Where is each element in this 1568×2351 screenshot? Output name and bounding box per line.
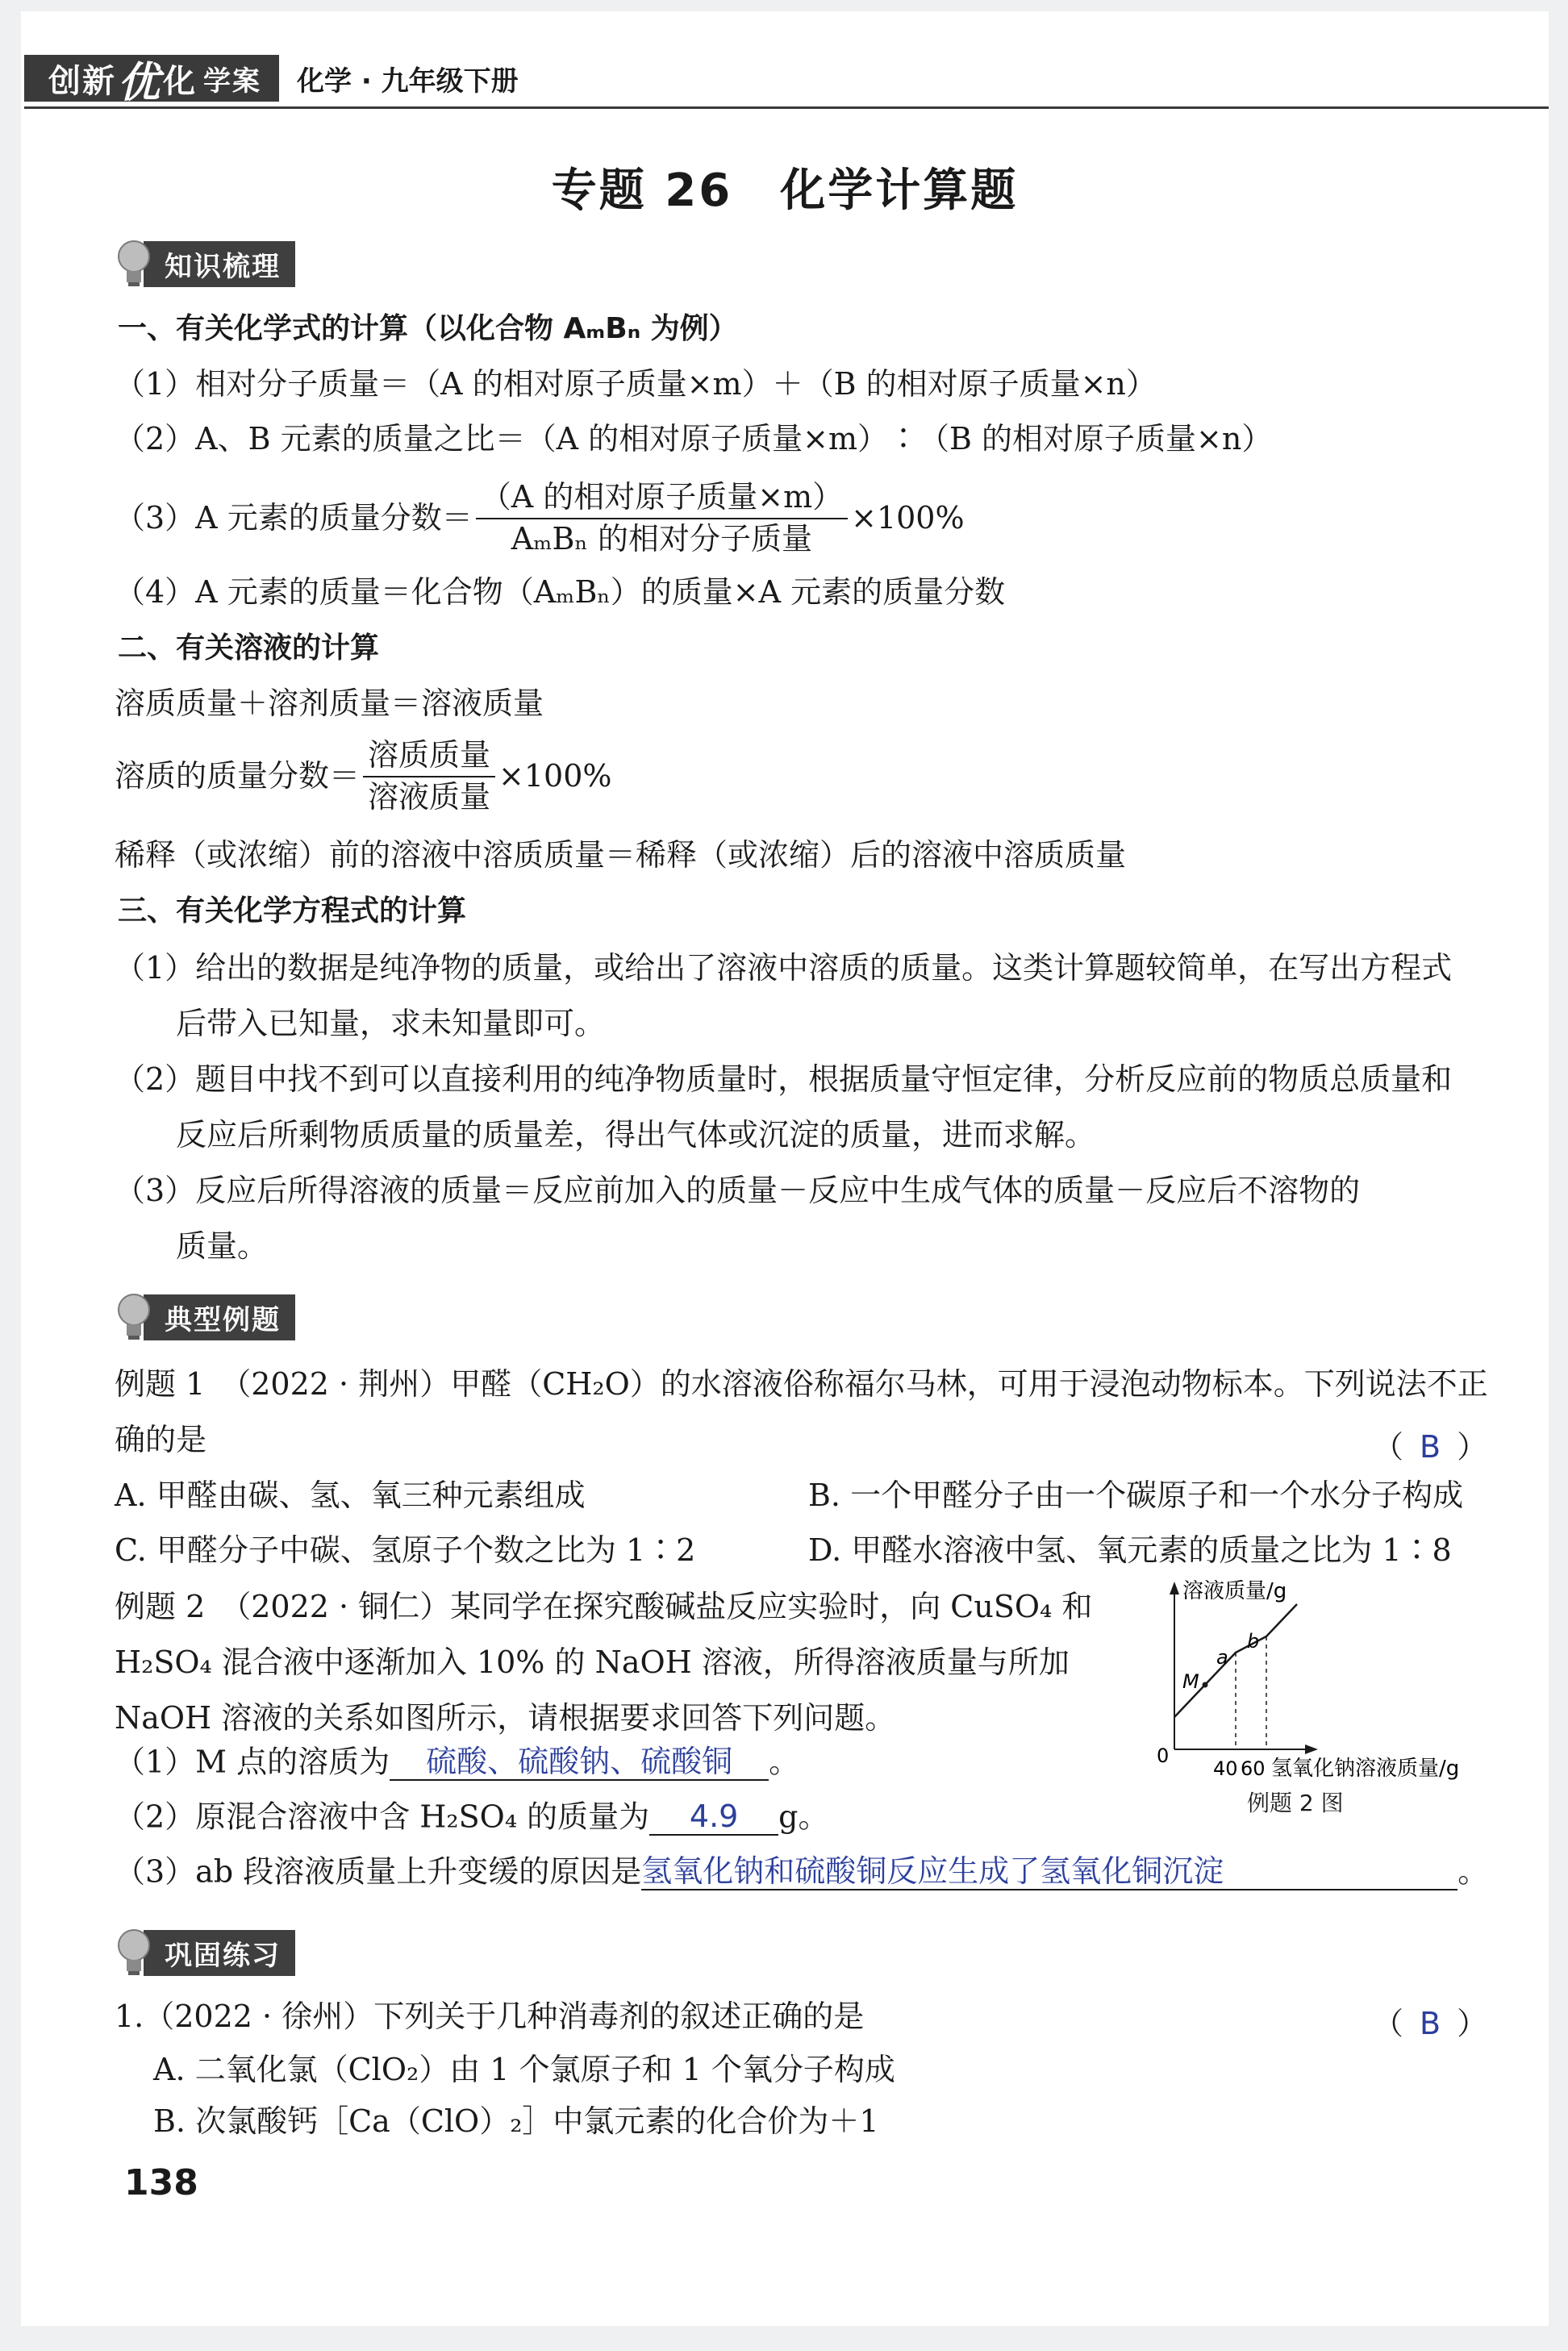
- fraction: $\frac{\text{溶质质量}}{\text{溶液质量}}$: [363, 737, 495, 815]
- practice-1-option-b: B. 次氯酸钙［Ca（ClO）₂］中氯元素的化合价为＋1: [153, 2103, 879, 2139]
- book-subtitle: 化学 · 九年级下册: [297, 65, 519, 98]
- graph-x-arrow: [1305, 1744, 1318, 1754]
- graph-tick-40: 40: [1213, 1757, 1238, 1780]
- k2-line2: 溶质的质量分数＝ $\frac{\text{溶质质量}}{\text{溶液质量}}$ ×100%: [115, 737, 612, 815]
- k1-item4: （4）A 元素的质量＝化合物（AₘBₙ）的质量×A 元素的质量分数: [115, 574, 1006, 610]
- k3-item3: （3）反应后所得溶液的质量＝反应前加入的质量－反应中生成气体的质量－反应后不溶物的 质量。: [115, 1173, 1361, 1264]
- practice-1-option-a: A. 二氧化氯（ClO₂）由 1 个氯原子和 1 个氧分子构成: [153, 2052, 895, 2087]
- example-1-option-c: C. 甲醛分子中碳、氢原子个数之比为 1∶2: [115, 1532, 696, 1568]
- practice-1-answer: （ B ）: [1373, 2006, 1488, 2041]
- graph-label-a: a: [1216, 1646, 1228, 1669]
- lightbulb-icon: [113, 1928, 155, 1978]
- k2-line3: 稀释（或浓缩）前的溶液中溶质质量＝稀释（或浓缩）后的溶液中溶质质量: [115, 837, 1127, 873]
- example-2-q2: （2）原混合溶液中含 H₂SO₄ 的质量为 4.9 g。: [115, 1799, 829, 1835]
- page-number: 138: [124, 2162, 198, 2203]
- k1-item1: （1）相对分子质量＝（A 的相对原子质量×m）＋（B 的相对原子质量×n）: [115, 366, 1157, 402]
- fraction: $\frac{\text{（A 的相对原子质量×m）}}{\text{AₘBₙ 的相对分子质量}}$: [476, 479, 848, 557]
- example-2-caption: 例题 2 图: [1247, 1790, 1344, 1816]
- k3-heading: 三、有关化学方程式的计算: [118, 894, 467, 927]
- section-tag-knowledge: [113, 242, 295, 286]
- section-tag-examples: [113, 1295, 295, 1339]
- page: [21, 11, 1549, 2326]
- example-1-option-a: A. 甲醛由碳、氢、氧三种元素组成: [115, 1478, 586, 1513]
- k1-item2: （2）A、B 元素的质量之比＝（A 的相对原子质量×m）∶（B 的相对原子质量×n）: [115, 421, 1273, 456]
- answer-blank: 氢氧化钠和硫酸铜反应生成了氢氧化铜沉淀: [641, 1853, 1457, 1890]
- k1-heading: 一、有关化学式的计算（以化合物 AₘBₙ 为例）: [118, 312, 738, 345]
- graph-tick-60: 60: [1241, 1757, 1266, 1780]
- k3-item2: （2）题目中找不到可以直接利用的纯净物质量时，根据质量守恒定律，分析反应前的物质总质量和 反应后所剩物质质量的质量差，得出气体或沉淀的质量，进而求解。: [115, 1061, 1453, 1153]
- k3-item1: （1）给出的数据是纯净物的质量，或给出了溶液中溶质的质量。这类计算题较简单，在写出方程式 后带入已知量，求未知量即可。: [115, 950, 1453, 1041]
- header: [24, 55, 519, 107]
- graph-point-m: [1203, 1682, 1208, 1688]
- section-tag-practice: [113, 1931, 295, 1974]
- graph-label-b: b: [1247, 1630, 1260, 1653]
- graph-y-arrow: [1170, 1582, 1179, 1594]
- lightbulb-icon: [113, 239, 155, 289]
- header-rule: [24, 106, 1549, 109]
- k2-heading: 二、有关溶液的计算: [118, 632, 380, 665]
- section-label: 巩固练习: [144, 1930, 295, 1976]
- answer-blank: 4.9: [649, 1799, 778, 1836]
- brand-logo: 创新 优 化 学案: [24, 55, 279, 102]
- example-1-option-b: B. 一个甲醛分子由一个碳原子和一个水分子构成: [808, 1478, 1464, 1513]
- graph-origin: 0: [1157, 1744, 1170, 1767]
- section-label: 典型例题: [144, 1294, 295, 1340]
- section-label: 知识梳理: [144, 241, 295, 287]
- answer-blank: 硫酸、硫酸钠、硫酸铜: [390, 1744, 769, 1781]
- example-2-stem: 例题 2 （2022 · 铜仁）某同学在探究酸碱盐反应实验时，向 CuSO₄ 和 H₂SO₄ 混合液中逐渐加入 10% 的 NaOH 溶液，所得溶液质量与所加 NaOH 溶液的关系如图所示，请根据要求回答下列问题。: [115, 1589, 1093, 1736]
- example-1-stem: 例题 1 （2022 · 荆州）甲醛（CH₂O）的水溶液俗称福尔马林，可用于浸泡动物标本。下列说法不正 确的是: [115, 1366, 1488, 1457]
- k2-line1: 溶质质量＋溶剂质量＝溶液质量: [115, 686, 544, 721]
- graph-x-label: 氢氧化钠溶液质量/g: [1271, 1757, 1460, 1781]
- example-1-option-d: D. 甲醛水溶液中氢、氧元素的质量之比为 1∶8: [808, 1532, 1452, 1568]
- graph-y-label: 溶液质量/g: [1182, 1580, 1287, 1603]
- example-2-q3: （3）ab 段溶液质量上升变缓的原因是氢氧化钠和硫酸铜反应生成了氢氧化铜沉淀 。: [115, 1853, 1489, 1890]
- k1-item3: （3）A 元素的质量分数＝ $\frac{\text{（A 的相对原子质量×m）}}{\text{AₘBₙ 的相对分子质量}}$ ×100%: [115, 479, 965, 556]
- example-2-q1: （1）M 点的溶质为 硫酸、硫酸钠、硫酸铜 。: [115, 1744, 800, 1780]
- practice-1-stem: 1.（2022 · 徐州）下列关于几种消毒剂的叙述正确的是: [115, 1999, 865, 2034]
- page-title: 专题 26 化学计算题: [551, 165, 1019, 217]
- graph-label-m: M: [1182, 1670, 1199, 1693]
- lightbulb-icon: [113, 1292, 155, 1342]
- example-1-answer: （ B ）: [1373, 1429, 1488, 1465]
